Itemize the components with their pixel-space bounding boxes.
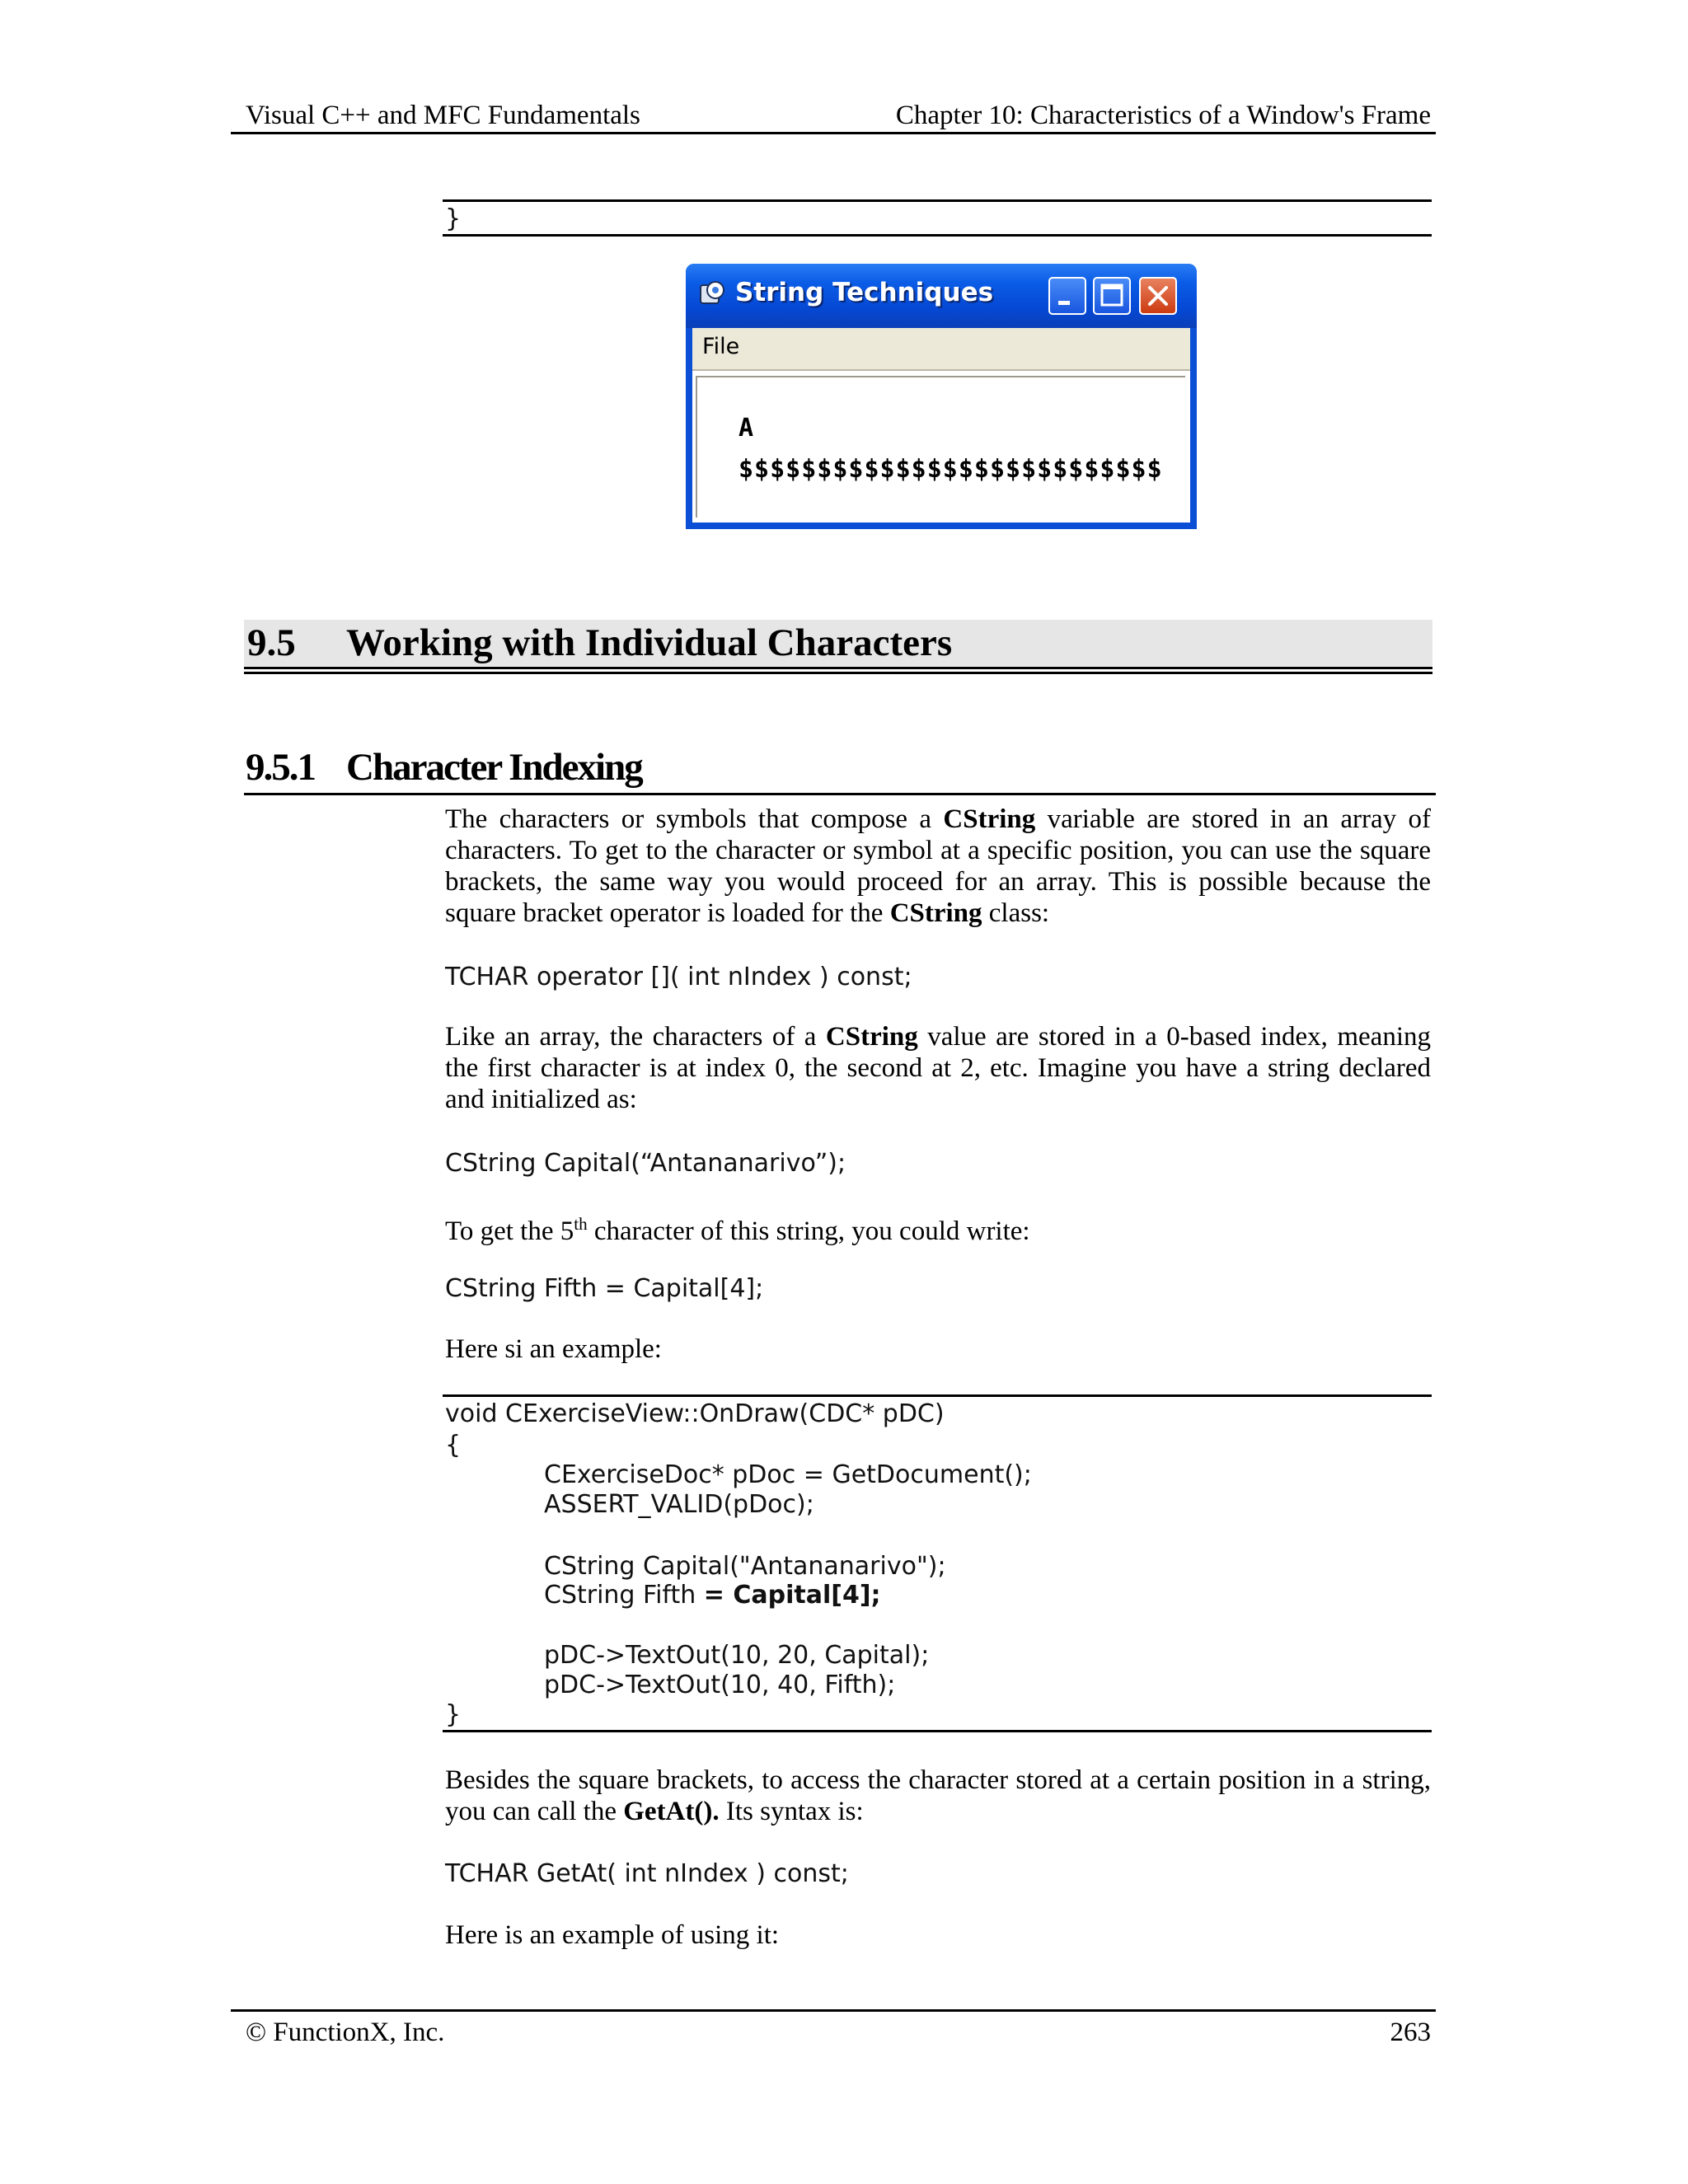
maximize-icon [1095,279,1129,313]
menu-file[interactable]: File [702,334,740,359]
example-code-line-9: } [445,1700,462,1729]
paragraph-cstring-array: The characters or symbols that compose a CString variable are stored in an array of characters. To get to the character or symbol at a specific position, you can use the square brackets, the same way you would proceed for an array. This is possible because the square bracket operator is loaded for the CString class: [445,804,1431,928]
example-code-line-1: void CExerciseView::OnDraw(CDC* pDC) [445,1399,945,1428]
subsection-rule [244,793,1436,795]
code-block-bottom-rule [443,234,1432,237]
paragraph-zero-based-index: Like an array, the characters of a CString value are stored in a 0-based index, meaning the first character is at index 0, the second at 2, etc. Imagine you have a string declared and initialized as: [445,1022,1431,1114]
code-capital-declaration: CString Capital(“Antananarivo”); [445,1149,846,1178]
window-title-bar [686,264,1197,328]
output-fifth-string: $$$$$$$$$$$$$$$$$$$$$$$$$$$ [738,455,1163,484]
section-title: Working with Individual Characters [346,621,953,664]
paragraph-getat-intro: Besides the square brackets, to access the character stored at a certain position in a string, you can call the GetAt(). Its syntax is: [445,1765,1431,1826]
output-capital-char: A [738,414,755,443]
subsection-title: Character Indexing [346,746,642,789]
window-title: String Techniques [735,278,994,307]
example-code-top-rule [443,1394,1432,1397]
minimize-icon [1050,279,1085,313]
paragraph-fifth-character: To get the 5th character of this string, you could write: [445,1214,1030,1246]
code-fifth-assignment: CString Fifth = Capital[4]; [445,1274,764,1303]
example-code-line-5: CString Capital("Antananarivo"); [544,1552,946,1581]
minimize-button[interactable] [1048,277,1086,315]
example-code-line-8: pDC->TextOut(10, 40, Fifth); [544,1671,896,1699]
window-client-area [692,328,1190,523]
code-getat-syntax: TCHAR GetAt( int nIndex ) const; [445,1859,849,1888]
example-code-line-7: pDC->TextOut(10, 20, Capital); [544,1641,930,1670]
footer-rule [231,2009,1436,2012]
subsection-number: 9.5.1 [246,746,315,789]
example-code-bottom-rule [443,1730,1432,1732]
menu-bar [692,328,1190,371]
section-rule-lower [244,672,1432,674]
close-icon [1141,279,1175,313]
example-code-line-2: { [445,1431,462,1460]
view-area [696,376,1185,518]
string-techniques-window [686,264,1197,529]
section-rule-upper [244,667,1432,669]
maximize-button[interactable] [1093,277,1131,315]
mfc-app-icon [697,279,729,310]
example-code-line-6: CString Fifth = Capital[4]; [544,1581,881,1610]
footer-page-number: 263 [1390,2018,1431,2047]
code-block-top-rule [443,199,1432,202]
paragraph-example-intro: Here si an example: [445,1334,662,1364]
header-chapter-title: Chapter 10: Characteristics of a Window's Frame [895,101,1431,130]
code-operator-syntax: TCHAR operator []( int nIndex ) const; [445,963,912,991]
section-number: 9.5 [247,621,296,664]
close-button[interactable] [1139,277,1177,315]
code-closing-brace: } [445,204,462,233]
header-rule [231,132,1436,134]
header-book-title: Visual C++ and MFC Fundamentals [246,101,640,130]
example-code-line-4: ASSERT_VALID(pDoc); [544,1490,814,1519]
paragraph-getat-example-intro: Here is an example of using it: [445,1920,780,1950]
footer-copyright: © FunctionX, Inc. [246,2018,445,2047]
example-code-line-3: CExerciseDoc* pDoc = GetDocument(); [544,1460,1032,1489]
